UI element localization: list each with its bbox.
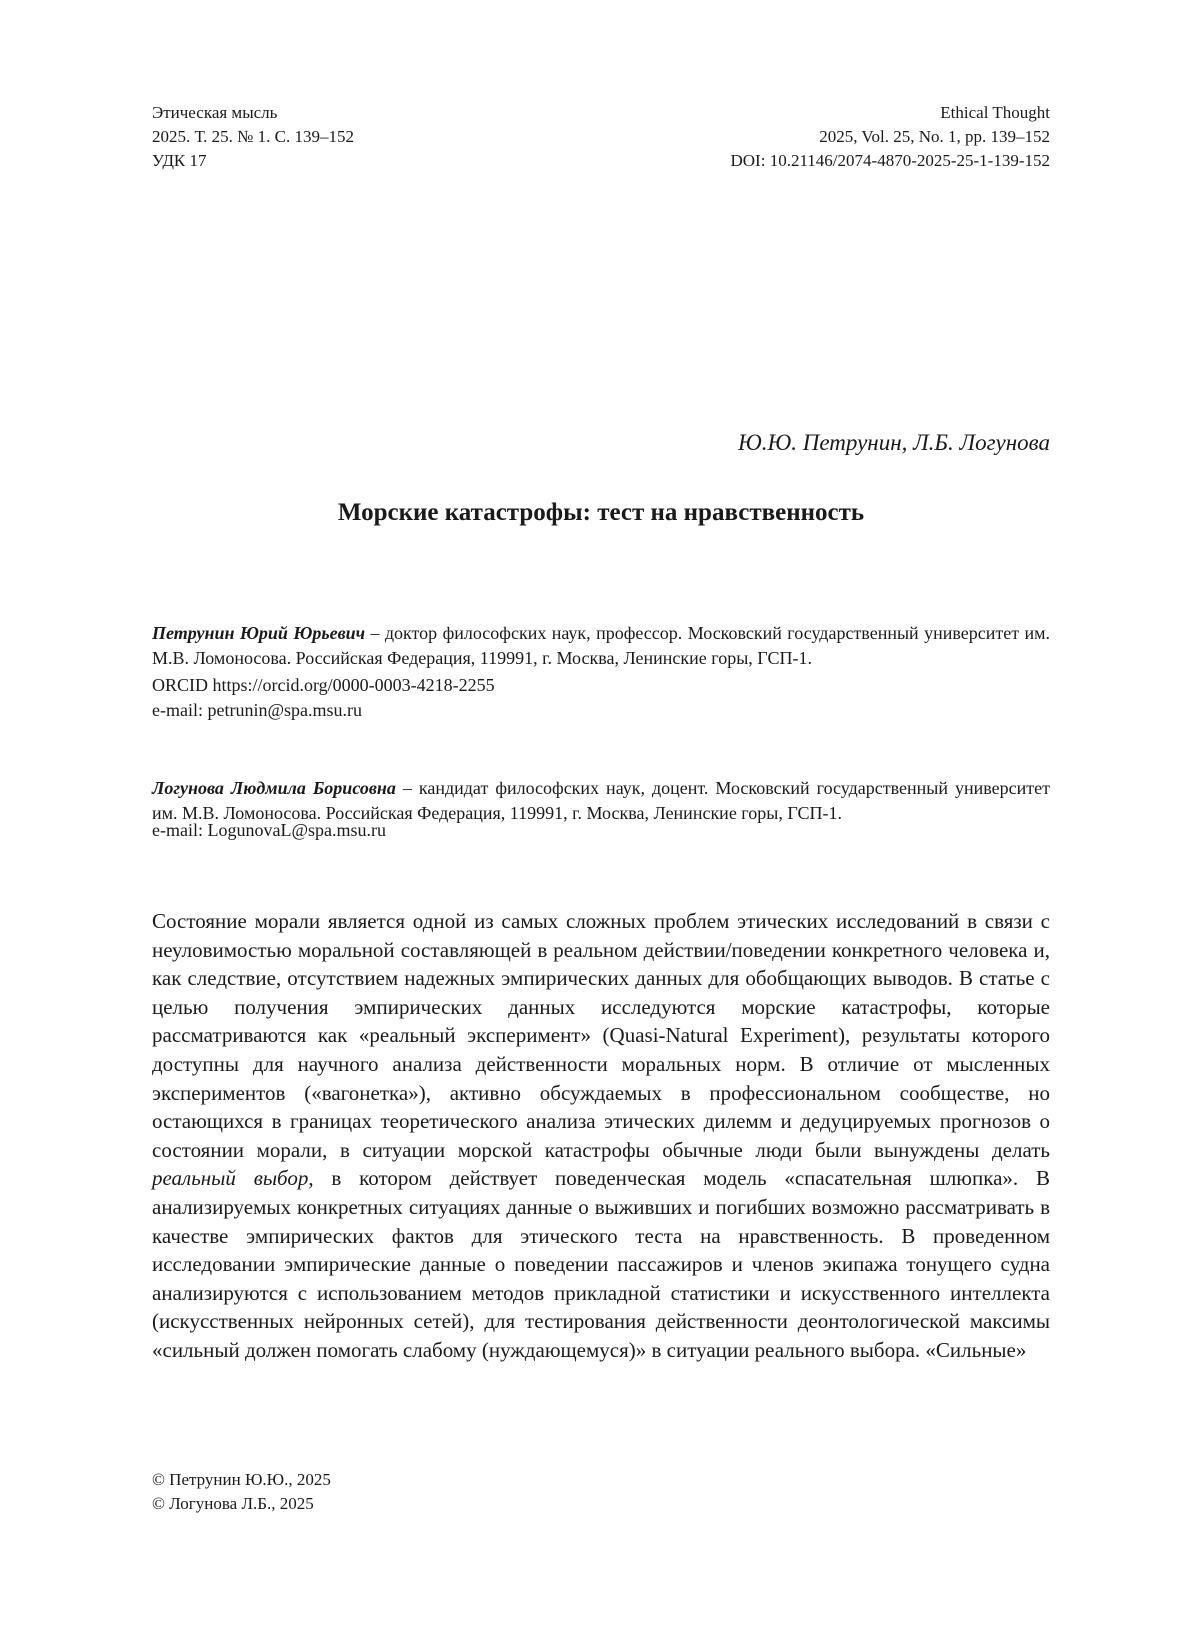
author-description: – кандидат философских наук, доцент. Московский государственный университет им. М.В. Ломоносова. Российская Федерация, 119991, г. Москва, Ленинские горы, ГСП-1.: [152, 778, 1050, 823]
journal-title-en: Ethical Thought: [940, 103, 1050, 122]
copyright-line: © Логунова Л.Б., 2025: [152, 1494, 314, 1513]
author-email: e-mail: LogunovaL@spa.msu.ru: [152, 820, 387, 840]
article-abstract: [152, 907, 1050, 1365]
author-description: – доктор философских наук, профессор. Московский государственный университет им. М.В. Ломоносова. Российская Федерация, 119991, г. Москва, Ленинские горы, ГСП-1.: [152, 623, 1051, 668]
author-info-petrunin: [152, 621, 1050, 671]
abstract-emphasis: реальный выбор: [152, 1166, 309, 1191]
abstract-text: , в котором действует поведенческая модель «спасательная шлюпка». В анализируемых конкретных ситуациях данные о выживших и погибших возможно рассматривать в качестве эмпирических фактов для этического теста на нравственность. В проведенном исследовании эмпирические данные о поведении пассажиров и членов экипажа тонущего судна анализируются с использованием методов прикладной статистики и искусственного интеллекта (искусственных нейронных сетей), для тестирования действенности деонтологической максимы «сильный должен помогать слабому (нуждающемуся)» в ситуации реального выбора. «Сильные»: [152, 1166, 1050, 1362]
author-name: Логунова Людмила Борисовна: [152, 778, 396, 798]
udc-code: УДК 17: [152, 151, 207, 170]
copyright-line: © Петрунин Ю.Ю., 2025: [152, 1470, 331, 1489]
doi: DOI: 10.21146/2074-4870-2025-25-1-139-152: [730, 151, 1050, 170]
copyright-block: [152, 1468, 331, 1516]
article-authors: Ю.Ю. Петрунин, Л.Б. Логунова: [738, 430, 1050, 455]
author-orcid: ORCID https://orcid.org/0000-0003-4218-2255: [152, 675, 495, 695]
author-name: Петрунин Юрий Юрьевич: [152, 623, 366, 643]
issue-info-ru: 2025. Т. 25. № 1. С. 139–152: [152, 127, 354, 146]
author-email: e-mail: petrunin@spa.msu.ru: [152, 700, 363, 720]
journal-title-ru: Этическая мысль: [152, 103, 278, 122]
abstract-text: Состояние морали является одной из самых сложных проблем этических исследований в связи с неуловимостью моральной составляющей в реальном действии/поведении конкретного человека и, как следствие, отсутствием надежных эмпирических данных для обобщающих выводов. В статье с целью получения эмпирических данных исследуются морские катастрофы, которые рассматриваются как «реальный эксперимент» (Quasi-Natural Experiment), результаты которого доступны для научного анализа действенности моральных норм. В отличие от мысленных экспериментов («вагонетка»), активно обсуждаемых в профессиональном сообществе, но остающихся в границах теоретического анализа этических дилемм и дедуцируемых прогнозов о состоянии морали, в ситуации морской катастрофы обычные люди были вынуждены делать: [152, 909, 1050, 1162]
journal-page: [152, 0, 1050, 1646]
header-left: [152, 101, 354, 173]
header-right: [731, 101, 1051, 173]
issue-info-en: 2025, Vol. 25, No. 1, pp. 139–152: [819, 127, 1050, 146]
article-title: Морские катастрофы: тест на нравственность: [337, 499, 865, 526]
